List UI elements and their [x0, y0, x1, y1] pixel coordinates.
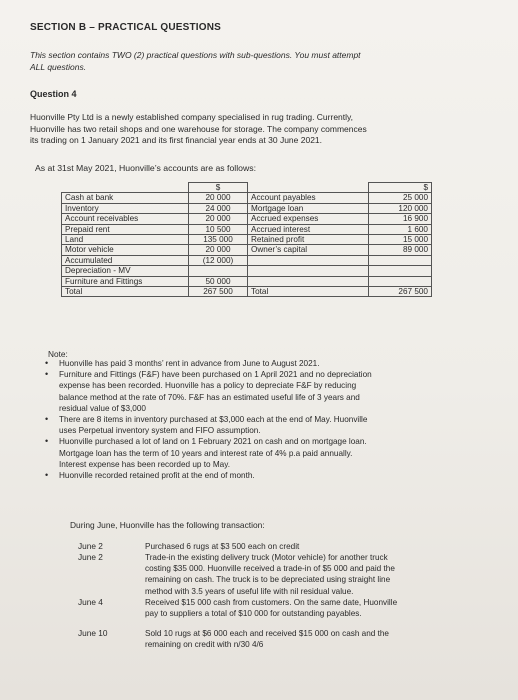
amount-right	[369, 276, 432, 286]
note-item: • Huonville purchased a lot of land on 1 February 2021 on cash and on mortgage loan. Mortgage loan has the term of 10 years and interest rate of 4% p.a paid annually. Interest expense has been recorded up to May.	[59, 436, 479, 470]
table-row	[62, 224, 432, 234]
account-name-right: Accrued interest	[248, 224, 369, 234]
table-row	[62, 235, 432, 245]
account-name-left: Furniture and Fittings	[62, 276, 189, 286]
note-title: Note:	[48, 349, 68, 359]
total-label-left: Total	[62, 287, 189, 297]
amount-right: 120 000	[369, 203, 432, 213]
total-value-right: 267 500	[369, 287, 432, 297]
account-name-left: Account receivables	[62, 214, 189, 224]
account-name-right: Account payables	[248, 193, 369, 203]
amount-left: 20 000	[189, 214, 248, 224]
table-row	[62, 255, 432, 265]
amount-left	[189, 266, 248, 276]
amount-left: 50 000	[189, 276, 248, 286]
account-name-left: Cash at bank	[62, 193, 189, 203]
account-name-left: Depreciation - MV	[62, 266, 189, 276]
note-item: • There are 8 items in inventory purchased at $3,000 each at the end of May. Huonville uses Perpetual inventory system and FIFO assumption.	[59, 414, 479, 436]
amount-right	[369, 255, 432, 265]
total-label-right: Total	[248, 287, 369, 297]
amount-left: (12 000)	[189, 255, 248, 265]
account-name-left: Motor vehicle	[62, 245, 189, 255]
as-at-statement: As at 31st May 2021, Huonville’s accounts are as follows:	[35, 163, 257, 173]
transaction-date: June 2	[78, 541, 103, 551]
table-row	[62, 266, 432, 276]
transaction-description: Purchased 6 rugs at $3 500 each on credit	[145, 542, 300, 551]
account-name-right	[248, 266, 369, 276]
transaction-date: June 4	[78, 597, 103, 607]
amount-right: 25 000	[369, 193, 432, 203]
amount-left: 20 000	[189, 245, 248, 255]
table-row	[62, 276, 432, 286]
amount-left: 10 500	[189, 224, 248, 234]
table-row	[62, 214, 432, 224]
transaction-description: Received $15 000 cash from customers. On the same date, Huonville pay to suppliers a total of $10 000 for outstanding payables.	[145, 598, 398, 619]
account-name-right: Owner’s capital	[248, 245, 369, 255]
total-value-left: 267 500	[189, 287, 248, 297]
during-june-text: During June, Huonville has the following transaction:	[70, 520, 265, 530]
intro-text: This section contains TWO (2) practical questions with sub-questions. You must attempt ALL questions.	[30, 50, 361, 72]
amount-right: 16 900	[369, 214, 432, 224]
table-row	[62, 203, 432, 213]
section-title: SECTION B – PRACTICAL QUESTIONS	[30, 22, 222, 33]
amount-left: 135 000	[189, 235, 248, 245]
question-paragraph: Huonville Pty Ltd is a newly established company specialised in rug trading. Currently, Huonville has two retail shops and one warehouse for storage. The company commences its trading on 1 January 2021 and its first financial year ends at 30 June 2021.	[30, 112, 367, 145]
notes-list	[45, 358, 479, 481]
account-name-left: Prepaid rent	[62, 224, 189, 234]
accounts-table	[61, 182, 432, 297]
note-item: • Huonville has paid 3 months’ rent in advance from June to August 2021.	[59, 358, 479, 369]
currency-right: $	[369, 183, 432, 193]
currency-left: $	[189, 183, 248, 193]
note-item: • Huonville recorded retained profit at the end of month.	[59, 470, 479, 481]
amount-left: 20 000	[189, 193, 248, 203]
amount-right	[369, 266, 432, 276]
transaction-description: Trade-in the existing delivery truck (Motor vehicle) for another truck costing $35 000. Huonville received a trade-in of $5 000 and paid the remaining on cash. The truck is to be depreciated using straight line method with 3.5 years of useful life with nil residual value.	[145, 553, 395, 596]
amount-right: 89 000	[369, 245, 432, 255]
account-name-left: Land	[62, 235, 189, 245]
note-item: • Furniture and Fittings (F&F) have been purchased on 1 April 2021 and no depreciation expense has been recorded. Huonville has a policy to depreciate F&F by reducing balance method at the rate of 70%. F&F has an estimated useful life of 3 years and residual value of $3,000	[59, 369, 479, 414]
total-row	[62, 287, 432, 297]
account-name-left: Inventory	[62, 203, 189, 213]
amount-left: 24 000	[189, 203, 248, 213]
account-name-right	[248, 255, 369, 265]
account-name-right: Retained profit	[248, 235, 369, 245]
transaction-date: June 2	[78, 552, 103, 562]
account-name-right: Accrued expenses	[248, 214, 369, 224]
question-title: Question 4	[30, 89, 77, 99]
transaction-date: June 10	[78, 628, 108, 638]
table-row	[62, 193, 432, 203]
amount-right: 1 600	[369, 224, 432, 234]
table-header-row	[62, 183, 432, 193]
amount-right: 15 000	[369, 235, 432, 245]
account-name-right: Mortgage loan	[248, 203, 369, 213]
transaction-description: Sold 10 rugs at $6 000 each and received $15 000 on cash and the remaining on credit with n/30 4/6	[145, 629, 389, 650]
account-name-right	[248, 276, 369, 286]
table-row	[62, 245, 432, 255]
account-name-left: Accumulated	[62, 255, 189, 265]
